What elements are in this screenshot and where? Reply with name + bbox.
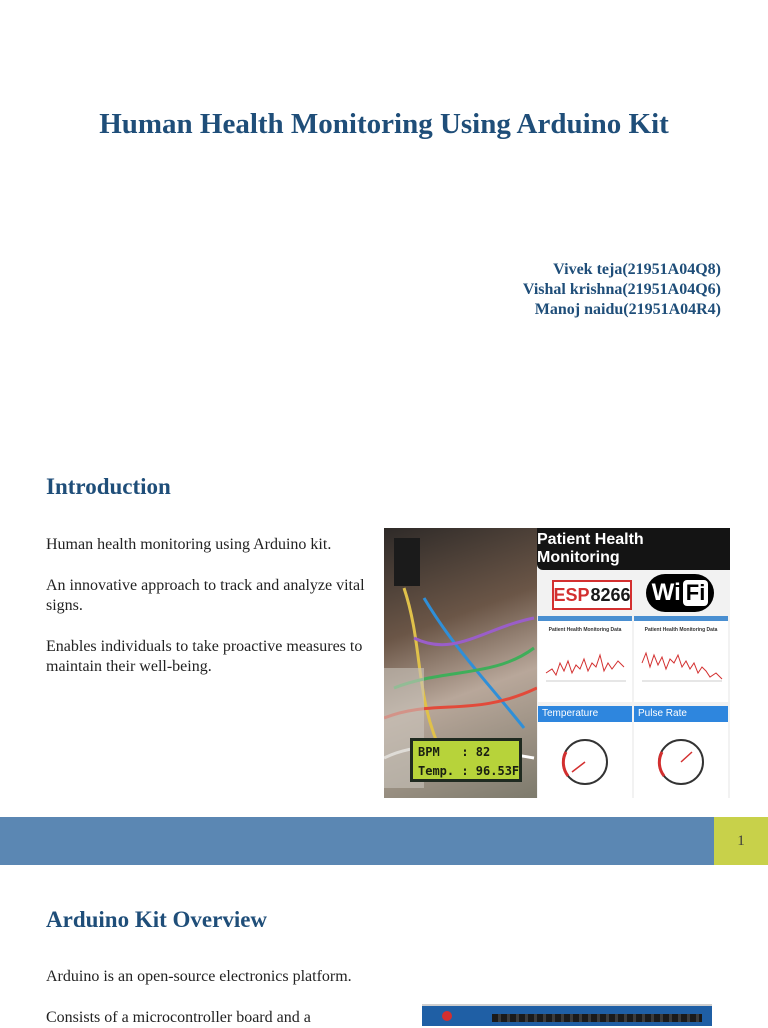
- author-name: Vishal krishna(21951A04Q6): [522, 281, 721, 298]
- temperature-gauge: [538, 706, 632, 798]
- section-heading-arduino-overview: Arduino Kit Overview: [46, 907, 268, 932]
- intro-paragraph: Enables individuals to take proactive measures to maintain their well-being.: [46, 638, 363, 675]
- gauge-title: Temperature: [538, 706, 632, 722]
- author-list: [523, 260, 721, 320]
- author-name: Manoj naidu(21951A04R4): [534, 301, 721, 318]
- wifi-logo: [646, 574, 714, 612]
- header-pins: [492, 1014, 702, 1022]
- chart-graphic: [538, 633, 632, 693]
- mini-line-chart: [538, 616, 632, 702]
- author-name: Vivek teja(21951A04Q8): [553, 261, 721, 278]
- wifi-wi: Wi: [651, 579, 681, 606]
- gauge-title: Pulse Rate: [634, 706, 728, 722]
- page-number: 1: [714, 817, 768, 865]
- intro-paragraph: Human health monitoring using Arduino kit.: [46, 536, 332, 553]
- lcd-line: BPM : 82: [418, 745, 491, 759]
- gauge-graphic: [634, 722, 728, 798]
- footer-bar: [0, 817, 714, 865]
- mini-line-chart: [634, 616, 728, 702]
- pulse-rate-gauge: [634, 706, 728, 798]
- overview-paragraph: Consists of a microcontroller board and a: [46, 1009, 311, 1026]
- slide-title: Human Health Monitoring Using Arduino Kit: [99, 108, 669, 140]
- lcd-display: [410, 738, 522, 782]
- esp-number: 8266: [590, 584, 631, 605]
- reset-button: [442, 1011, 452, 1021]
- overview-paragraph: Arduino is an open-source electronics platform.: [46, 968, 352, 985]
- wifi-fi: Fi: [683, 580, 709, 606]
- section-heading-introduction: Introduction: [46, 474, 171, 499]
- esp-prefix: ESP: [553, 584, 590, 605]
- arduino-board-photo: [422, 1004, 712, 1026]
- gauge-graphic: [538, 722, 632, 798]
- chart-title: Patient Health Monitoring Data: [644, 627, 718, 633]
- chart-title: Patient Health Monitoring Data: [548, 627, 622, 633]
- intro-paragraph: An innovative approach to track and analyze vital signs.: [46, 577, 365, 614]
- lcd-line: Temp. : 96.53F: [418, 764, 520, 778]
- esp-logo: [552, 580, 632, 610]
- chart-graphic: [634, 633, 728, 693]
- banner-text: Patient Health Monitoring: [537, 528, 730, 570]
